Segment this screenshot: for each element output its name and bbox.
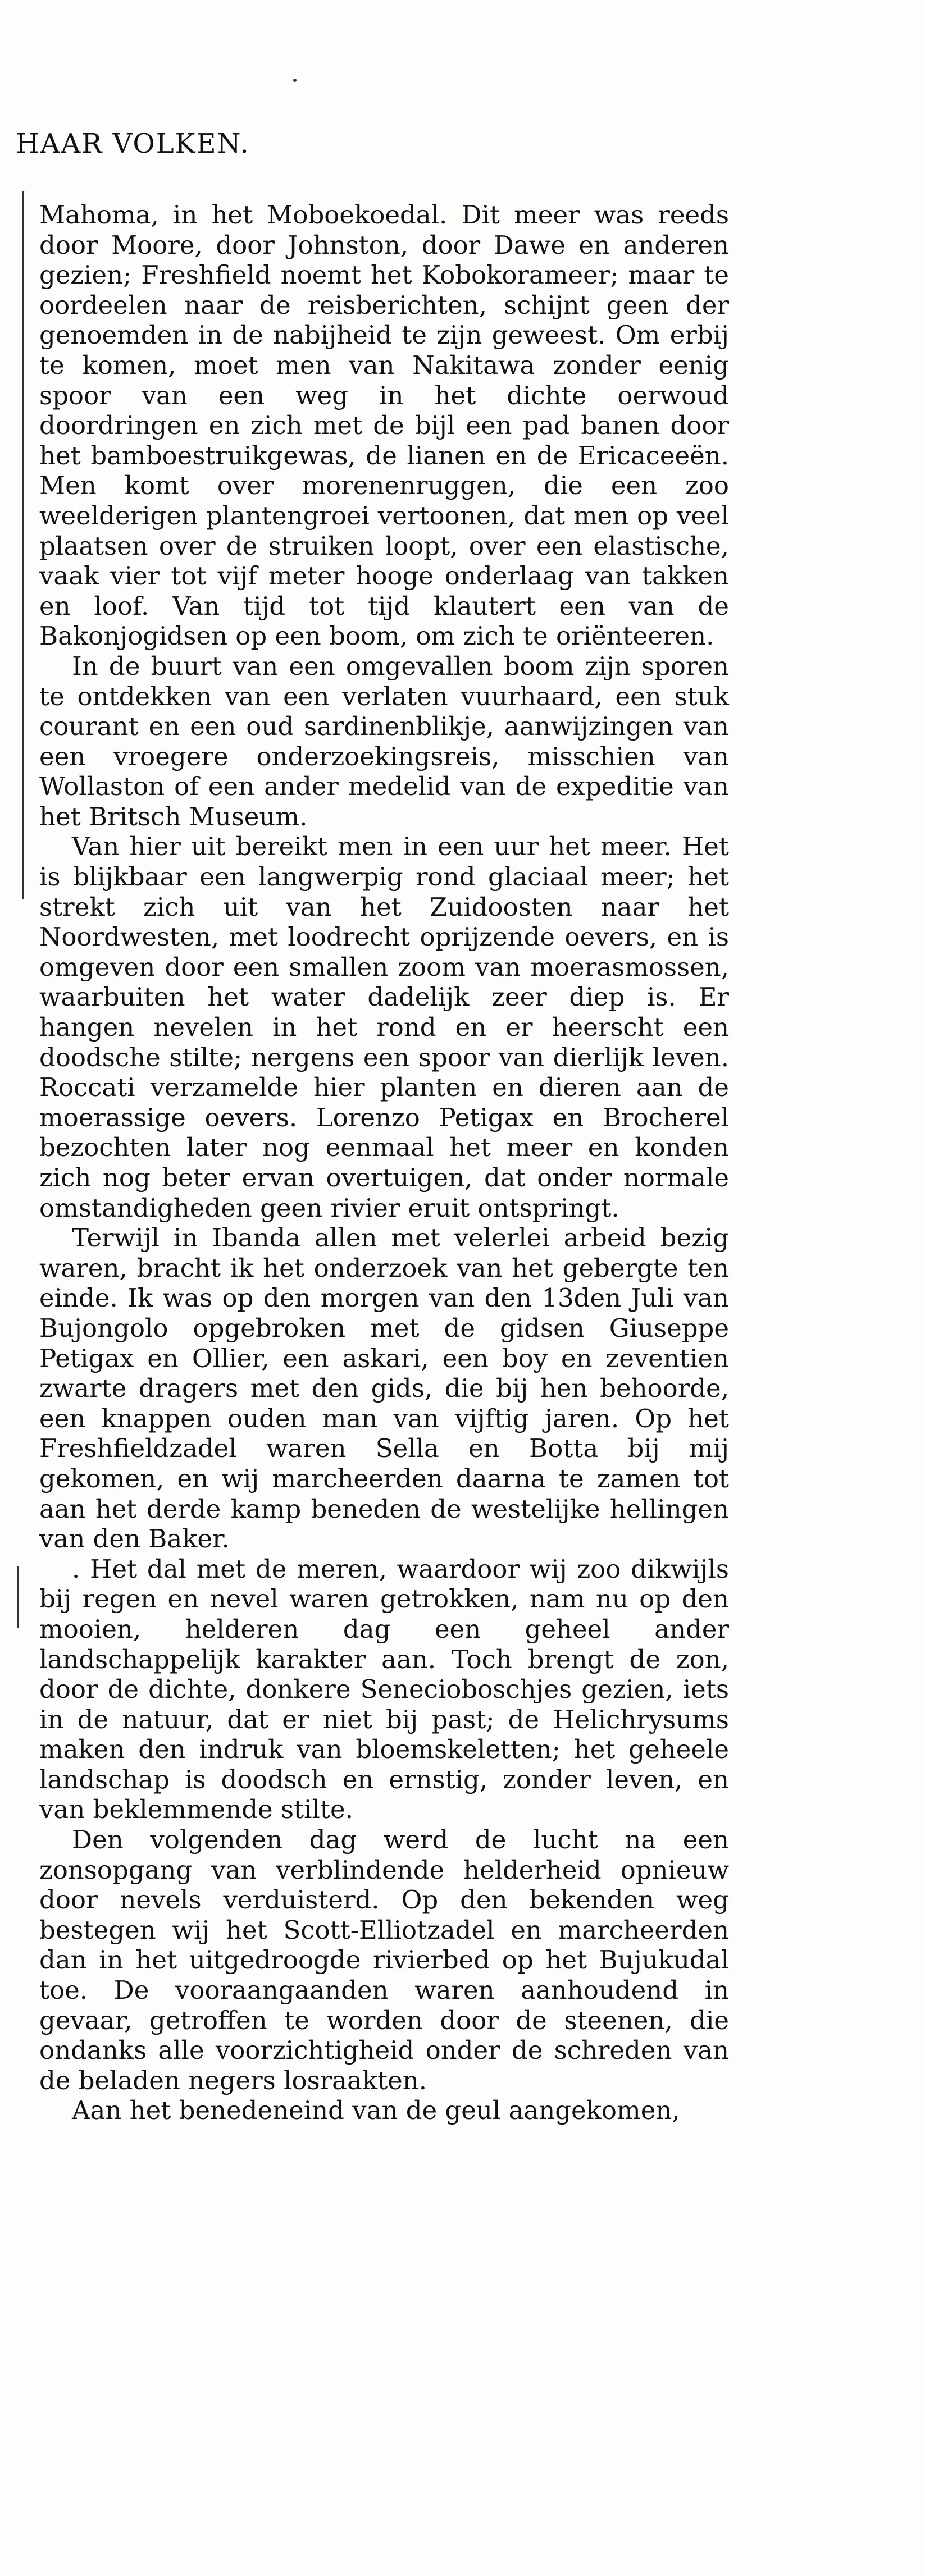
page-speck xyxy=(293,79,297,82)
margin-rule-bottom xyxy=(17,1566,19,1628)
paragraph-1: Mahoma, in het Moboekoedal. Dit meer was reeds door Moore, door Johnston, door Dawe en anderen gezien; Freshfield noemt het Kobokorameer; maar te oordeelen naar de reisberichten, schijnt geen der genoemden in de nabijheid te zijn geweest. Om erbij te komen, moet men van Nakitawa zonder eenig spoor van een weg in het dichte oerwoud doordringen en zich met de bijl een pad banen door het bamboestruikgewas, de lianen en de Ericaceeën. Men komt over morenenruggen, die een zoo weelderigen plantengroei vertoonen, dat men op veel plaatsen over de struiken loopt, over een elastische, vaak vier tot vijf meter hooge onderlaag van takken en loof. Van tijd tot tijd klautert een van de Bakonjogidsen op een boom, om zich te oriënteeren. xyxy=(39,200,729,651)
running-header: HAAR VOLKEN. xyxy=(16,128,250,159)
margin-rule-top xyxy=(22,191,24,899)
paragraph-6: Den volgenden dag werd de lucht na een zonsopgang van verblindende helderheid opnieuw door nevels verduisterd. Op den bekenden weg bestegen wij het Scott-Elliotzadel en marcheerden dan in het uitgedroogde rivierbed op het Bujukudal toe. De vooraangaanden waren aanhoudend in gevaar, getroffen te worden door de steenen, die ondanks alle voorzichtigheid onder de schreden van de beladen negers losraakten. xyxy=(39,1825,729,2095)
paragraph-2: In de buurt van een omgevallen boom zijn sporen te ontdekken van een verlaten vuurhaard, een stuk courant en een oud sardinenblikje, aanwijzingen van een vroegere onderzoekingsreis, misschien van Wollaston of een ander medelid van de expeditie van het Britsch Museum. xyxy=(39,651,729,832)
paragraph-4: Terwijl in Ibanda allen met velerlei arbeid bezig waren, bracht ik het onderzoek van het gebergte ten einde. Ik was op den morgen van den 13den Juli van Bujongolo opgebroken met de gidsen Giuseppe Petigax en Ollier, een askari, een boy en zeventien zwarte dragers met den gids, die bij hen behoorde, een knappen ouden man van vijftig jaren. Op het Freshfieldzadel waren Sella en Botta bij mij gekomen, en wij marcheerden daarna te zamen tot aan het derde kamp beneden de westelijke hellingen van den Baker. xyxy=(39,1223,729,1554)
body-text xyxy=(39,200,729,2126)
paragraph-3: Van hier uit bereikt men in een uur het meer. Het is blijkbaar een langwerpig rond glaciaal meer; het strekt zich uit van het Zuidoosten naar het Noordwesten, met loodrecht oprijzende oevers, en is omgeven door een smallen zoom van moerasmossen, waarbuiten het water dadelijk zeer diep is. Er hangen nevelen in het rond en er heerscht een doodsche stilte; nergens een spoor van dierlijk leven. Roccati verzamelde hier planten en dieren aan de moerassige oevers. Lorenzo Petigax en Brocherel bezochten later nog eenmaal het meer en konden zich nog beter ervan overtuigen, dat onder normale omstandigheden geen rivier eruit ontspringt. xyxy=(39,832,729,1223)
paragraph-5: . Het dal met de meren, waardoor wij zoo dikwijls bij regen en nevel waren getrokken, nam nu op den mooien, helderen dag een geheel ander landschappelijk karakter aan. Toch brengt de zon, door de dichte, donkere Senecioboschjes gezien, iets in de natuur, dat er niet bij past; de Helichrysums maken den indruk van bloemskeletten; het geheele landschap is doodsch en ernstig, zonder leven, en van beklemmende stilte. xyxy=(39,1554,729,1825)
paragraph-7: Aan het benedeneind van de geul aangekomen, xyxy=(72,2095,680,2126)
